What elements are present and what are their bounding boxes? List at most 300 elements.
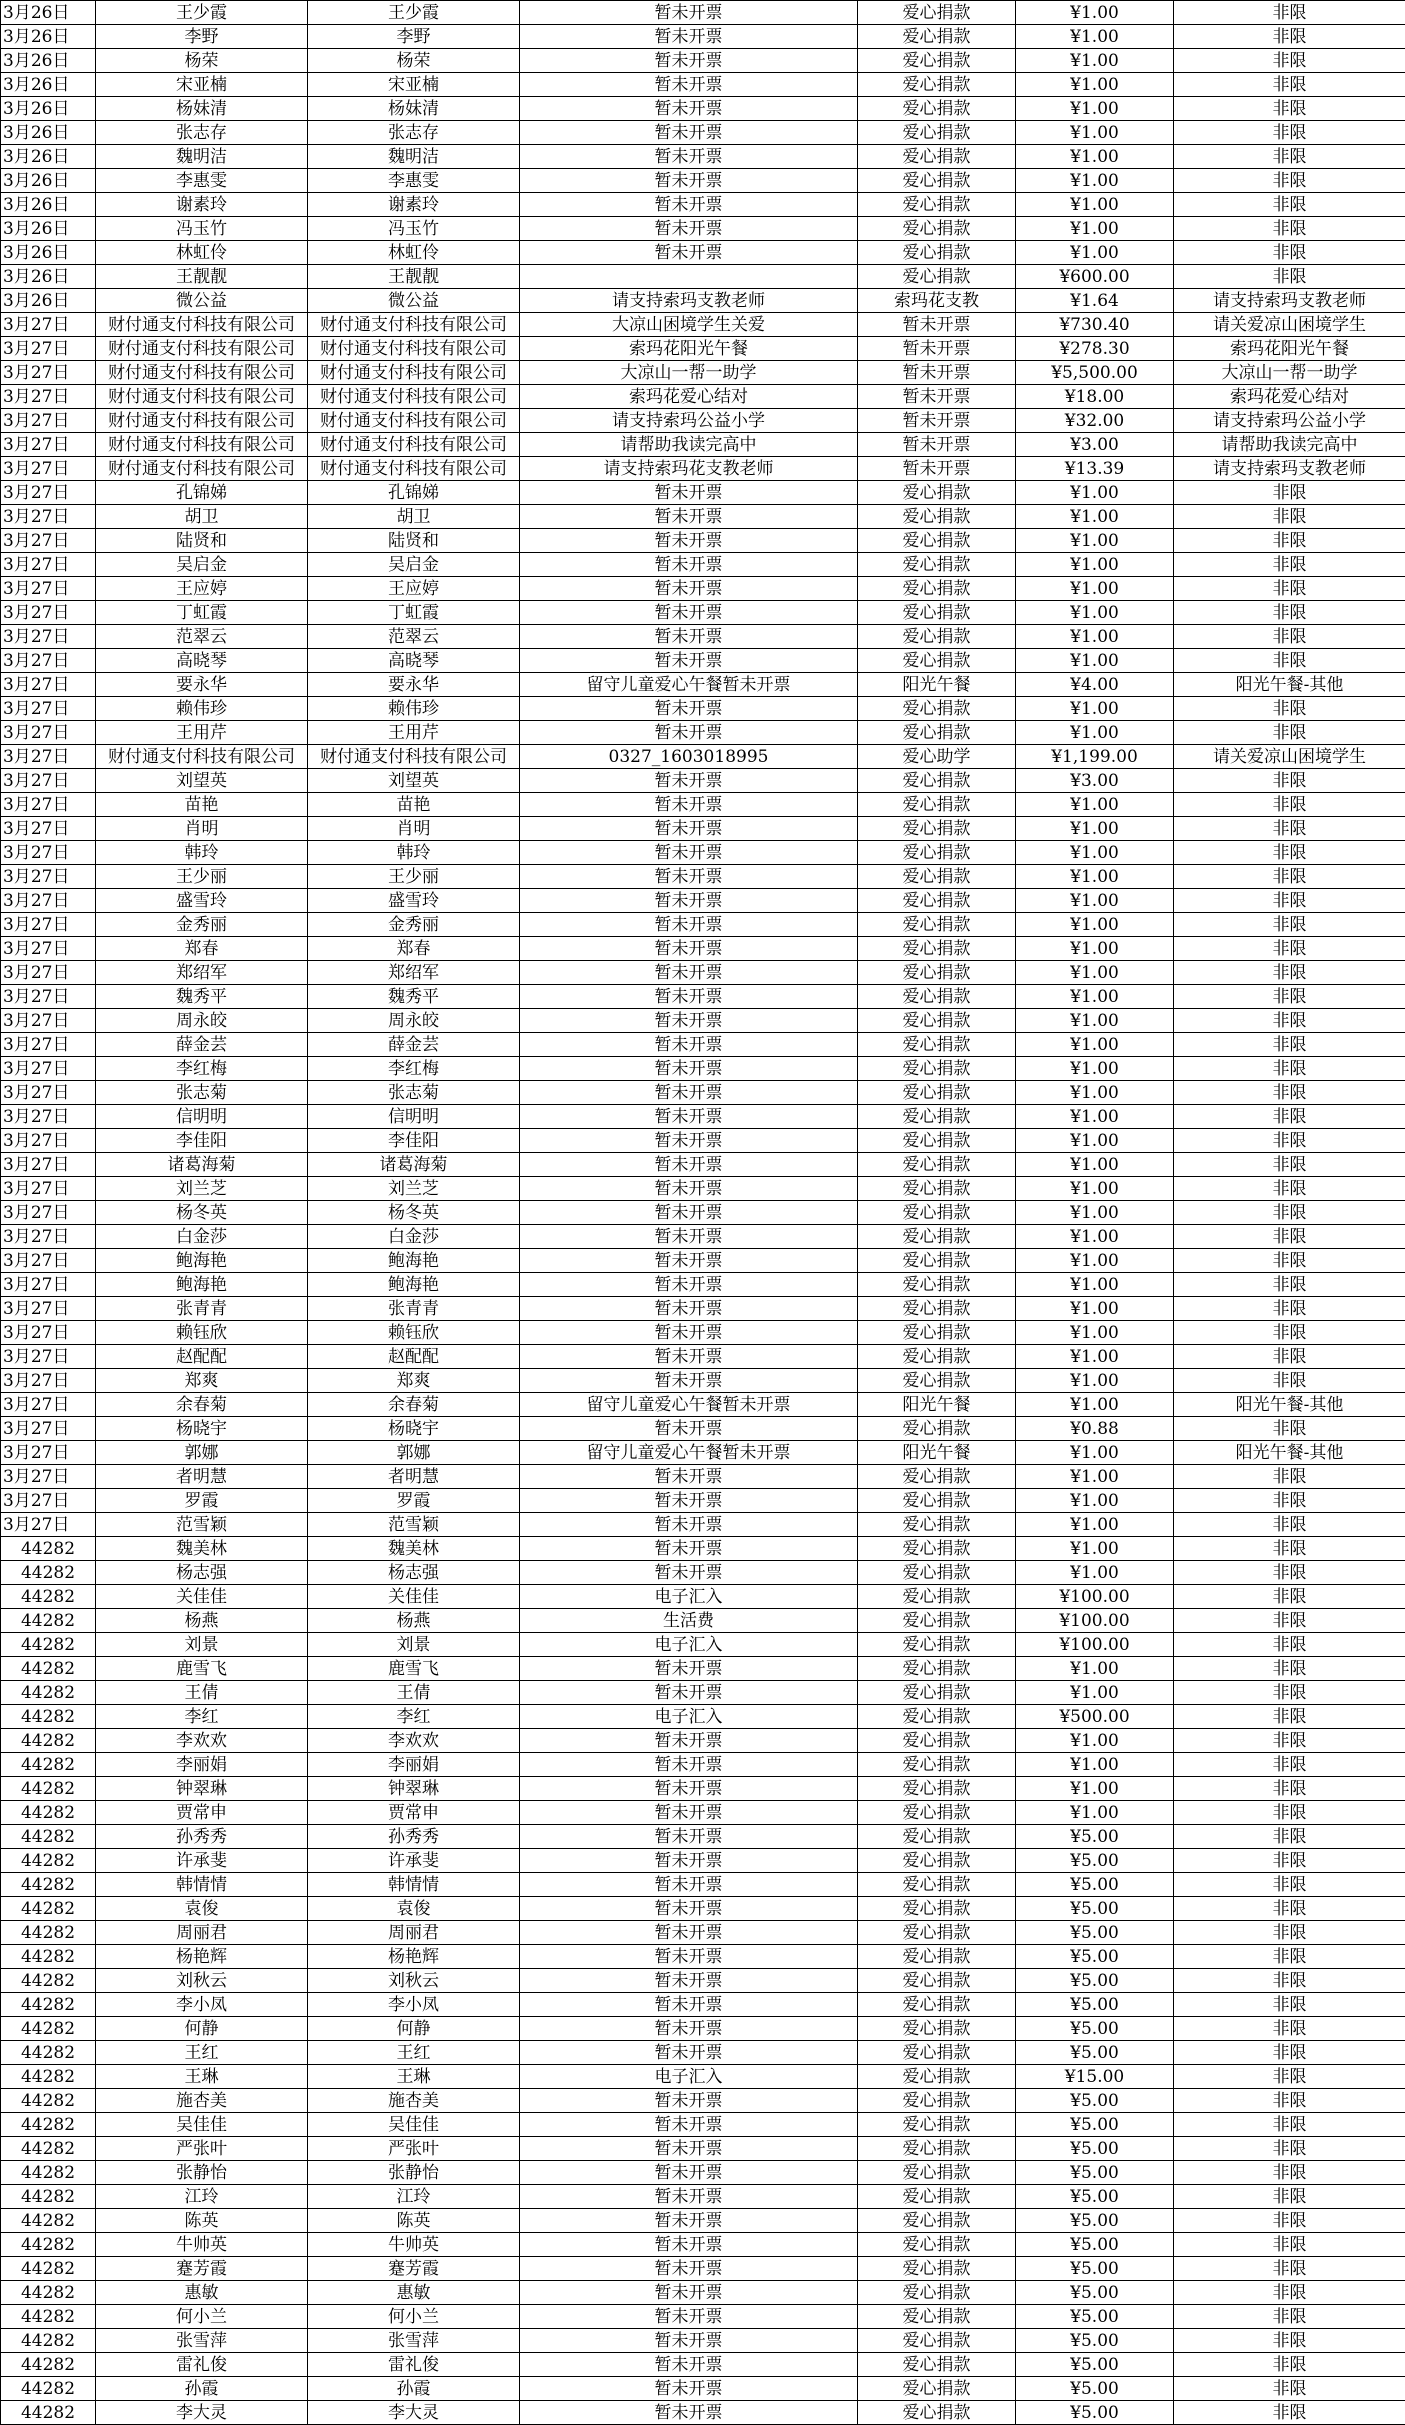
date-cell: 44282 <box>1 2257 96 2281</box>
note-cell: 暂未开票 <box>520 2209 858 2233</box>
name-cell: 林虹伶 <box>308 241 520 265</box>
date-cell: 3月27日 <box>1 577 96 601</box>
date-cell: 3月27日 <box>1 313 96 337</box>
table-row <box>1 2161 1405 2185</box>
date-cell: 44282 <box>1 2305 96 2329</box>
restriction-cell: 阳光午餐-其他 <box>1174 1393 1405 1417</box>
restriction-cell: 非限 <box>1174 2353 1405 2377</box>
table-row <box>1 1993 1405 2017</box>
donor-cell: 王倩 <box>96 1681 308 1705</box>
table-row <box>1 2209 1405 2233</box>
note-cell: 暂未开票 <box>520 529 858 553</box>
amount-cell: ¥1.00 <box>1016 1 1174 25</box>
name-cell: 罗霞 <box>308 1489 520 1513</box>
category-cell: 爱心捐款 <box>858 1945 1016 1969</box>
table-row <box>1 769 1405 793</box>
restriction-cell: 非限 <box>1174 1825 1405 1849</box>
note-cell: 暂未开票 <box>520 2233 858 2257</box>
note-cell: 暂未开票 <box>520 697 858 721</box>
restriction-cell: 非限 <box>1174 721 1405 745</box>
category-cell: 爱心捐款 <box>858 2401 1016 2425</box>
donor-cell: 信明明 <box>96 1105 308 1129</box>
category-cell: 爱心捐款 <box>858 1321 1016 1345</box>
donor-cell: 惠敏 <box>96 2281 308 2305</box>
table-row <box>1 1225 1405 1249</box>
note-cell: 暂未开票 <box>520 1345 858 1369</box>
donor-cell: 宋亚楠 <box>96 73 308 97</box>
restriction-cell: 非限 <box>1174 1993 1405 2017</box>
note-cell: 暂未开票 <box>520 1513 858 1537</box>
date-cell: 3月27日 <box>1 1273 96 1297</box>
note-cell: 暂未开票 <box>520 1537 858 1561</box>
note-cell: 暂未开票 <box>520 241 858 265</box>
donor-cell: 鲍海艳 <box>96 1273 308 1297</box>
name-cell: 鲍海艳 <box>308 1249 520 1273</box>
note-cell: 请帮助我读完高中 <box>520 433 858 457</box>
restriction-cell: 非限 <box>1174 2161 1405 2185</box>
restriction-cell: 非限 <box>1174 961 1405 985</box>
table-row <box>1 673 1405 697</box>
donor-cell: 白金莎 <box>96 1225 308 1249</box>
category-cell: 爱心捐款 <box>858 1465 1016 1489</box>
category-cell: 爱心捐款 <box>858 1585 1016 1609</box>
restriction-cell: 非限 <box>1174 1417 1405 1441</box>
note-cell: 暂未开票 <box>520 2329 858 2353</box>
restriction-cell: 非限 <box>1174 1249 1405 1273</box>
category-cell: 爱心捐款 <box>858 217 1016 241</box>
date-cell: 3月26日 <box>1 121 96 145</box>
table-row <box>1 1897 1405 1921</box>
category-cell: 爱心捐款 <box>858 1849 1016 1873</box>
note-cell: 暂未开票 <box>520 553 858 577</box>
note-cell: 暂未开票 <box>520 601 858 625</box>
name-cell: 财付通支付科技有限公司 <box>308 433 520 457</box>
note-cell <box>520 265 858 289</box>
date-cell: 44282 <box>1 1993 96 2017</box>
table-row <box>1 1057 1405 1081</box>
amount-cell: ¥1.00 <box>1016 601 1174 625</box>
restriction-cell: 非限 <box>1174 2017 1405 2041</box>
name-cell: 财付通支付科技有限公司 <box>308 313 520 337</box>
category-cell: 爱心捐款 <box>858 1225 1016 1249</box>
amount-cell: ¥1.00 <box>1016 1369 1174 1393</box>
table-row <box>1 337 1405 361</box>
note-cell: 暂未开票 <box>520 25 858 49</box>
date-cell: 44282 <box>1 2401 96 2425</box>
table-row <box>1 889 1405 913</box>
restriction-cell: 非限 <box>1174 841 1405 865</box>
category-cell: 爱心捐款 <box>858 913 1016 937</box>
restriction-cell: 非限 <box>1174 793 1405 817</box>
note-cell: 暂未开票 <box>520 145 858 169</box>
amount-cell: ¥1.00 <box>1016 145 1174 169</box>
amount-cell: ¥5.00 <box>1016 1921 1174 1945</box>
note-cell: 暂未开票 <box>520 1417 858 1441</box>
date-cell: 3月27日 <box>1 1441 96 1465</box>
table-row <box>1 1345 1405 1369</box>
amount-cell: ¥500.00 <box>1016 1705 1174 1729</box>
note-cell: 暂未开票 <box>520 2089 858 2113</box>
date-cell: 44282 <box>1 1657 96 1681</box>
note-cell: 暂未开票 <box>520 2401 858 2425</box>
table-row <box>1 1321 1405 1345</box>
date-cell: 44282 <box>1 1777 96 1801</box>
amount-cell: ¥1.00 <box>1016 1033 1174 1057</box>
note-cell: 暂未开票 <box>520 1825 858 1849</box>
name-cell: 白金莎 <box>308 1225 520 1249</box>
category-cell: 爱心捐款 <box>858 1297 1016 1321</box>
date-cell: 3月26日 <box>1 73 96 97</box>
date-cell: 3月27日 <box>1 649 96 673</box>
table-row <box>1 2233 1405 2257</box>
table-row <box>1 1129 1405 1153</box>
donor-cell: 杨志强 <box>96 1561 308 1585</box>
note-cell: 暂未开票 <box>520 1 858 25</box>
table-row <box>1 985 1405 1009</box>
restriction-cell: 非限 <box>1174 1225 1405 1249</box>
date-cell: 44282 <box>1 1897 96 1921</box>
table-row <box>1 1729 1405 1753</box>
note-cell: 暂未开票 <box>520 97 858 121</box>
date-cell: 3月26日 <box>1 25 96 49</box>
name-cell: 郭娜 <box>308 1441 520 1465</box>
amount-cell: ¥4.00 <box>1016 673 1174 697</box>
date-cell: 44282 <box>1 2329 96 2353</box>
amount-cell: ¥1.00 <box>1016 1273 1174 1297</box>
date-cell: 44282 <box>1 2377 96 2401</box>
donor-cell: 李欢欢 <box>96 1729 308 1753</box>
date-cell: 3月27日 <box>1 1057 96 1081</box>
amount-cell: ¥5.00 <box>1016 2281 1174 2305</box>
note-cell: 留守儿童爱心午餐暂未开票 <box>520 1441 858 1465</box>
donor-cell: 张青青 <box>96 1297 308 1321</box>
amount-cell: ¥5.00 <box>1016 1873 1174 1897</box>
category-cell: 爱心捐款 <box>858 769 1016 793</box>
donor-cell: 魏明洁 <box>96 145 308 169</box>
table-row <box>1 937 1405 961</box>
ledger-body <box>1 1 1405 2425</box>
table-row <box>1 1417 1405 1441</box>
restriction-cell: 非限 <box>1174 97 1405 121</box>
name-cell: 王少丽 <box>308 865 520 889</box>
note-cell: 暂未开票 <box>520 721 858 745</box>
date-cell: 44282 <box>1 1609 96 1633</box>
note-cell: 暂未开票 <box>520 913 858 937</box>
donor-cell: 周永皎 <box>96 1009 308 1033</box>
category-cell: 暂未开票 <box>858 337 1016 361</box>
date-cell: 3月27日 <box>1 1465 96 1489</box>
name-cell: 袁俊 <box>308 1897 520 1921</box>
donor-cell: 鹿雪飞 <box>96 1657 308 1681</box>
name-cell: 雷礼俊 <box>308 2353 520 2377</box>
donor-cell: 财付通支付科技有限公司 <box>96 385 308 409</box>
date-cell: 44282 <box>1 1873 96 1897</box>
date-cell: 3月27日 <box>1 1369 96 1393</box>
category-cell: 爱心捐款 <box>858 2041 1016 2065</box>
restriction-cell: 非限 <box>1174 1153 1405 1177</box>
restriction-cell: 非限 <box>1174 2401 1405 2425</box>
restriction-cell: 非限 <box>1174 1873 1405 1897</box>
restriction-cell: 非限 <box>1174 2041 1405 2065</box>
amount-cell: ¥5.00 <box>1016 2257 1174 2281</box>
category-cell: 暂未开票 <box>858 433 1016 457</box>
amount-cell: ¥1.00 <box>1016 1345 1174 1369</box>
amount-cell: ¥5.00 <box>1016 2401 1174 2425</box>
category-cell: 爱心捐款 <box>858 2209 1016 2233</box>
category-cell: 阳光午餐 <box>858 673 1016 697</box>
table-row <box>1 1753 1405 1777</box>
date-cell: 3月27日 <box>1 1417 96 1441</box>
date-cell: 44282 <box>1 2065 96 2089</box>
category-cell: 爱心捐款 <box>858 841 1016 865</box>
amount-cell: ¥32.00 <box>1016 409 1174 433</box>
table-row <box>1 2281 1405 2305</box>
table-row <box>1 1 1405 25</box>
note-cell: 留守儿童爱心午餐暂未开票 <box>520 1393 858 1417</box>
name-cell: 陈英 <box>308 2209 520 2233</box>
name-cell: 韩玲 <box>308 841 520 865</box>
note-cell: 暂未开票 <box>520 1465 858 1489</box>
restriction-cell: 非限 <box>1174 625 1405 649</box>
table-row <box>1 1081 1405 1105</box>
name-cell: 孙秀秀 <box>308 1825 520 1849</box>
note-cell: 暂未开票 <box>520 1753 858 1777</box>
amount-cell: ¥1.00 <box>1016 1729 1174 1753</box>
date-cell: 3月27日 <box>1 1201 96 1225</box>
table-row <box>1 481 1405 505</box>
date-cell: 3月27日 <box>1 985 96 1009</box>
table-row <box>1 1105 1405 1129</box>
name-cell: 要永华 <box>308 673 520 697</box>
amount-cell: ¥1.00 <box>1016 217 1174 241</box>
donor-cell: 杨晓宇 <box>96 1417 308 1441</box>
category-cell: 爱心捐款 <box>858 1969 1016 1993</box>
category-cell: 爱心捐款 <box>858 1921 1016 1945</box>
name-cell: 杨志强 <box>308 1561 520 1585</box>
name-cell: 赵配配 <box>308 1345 520 1369</box>
donor-cell: 李惠雯 <box>96 169 308 193</box>
name-cell: 李欢欢 <box>308 1729 520 1753</box>
date-cell: 3月27日 <box>1 913 96 937</box>
amount-cell: ¥730.40 <box>1016 313 1174 337</box>
donor-cell: 财付通支付科技有限公司 <box>96 745 308 769</box>
date-cell: 44282 <box>1 1969 96 1993</box>
amount-cell: ¥100.00 <box>1016 1633 1174 1657</box>
name-cell: 赖伟珍 <box>308 697 520 721</box>
donor-cell: 谢素玲 <box>96 193 308 217</box>
restriction-cell: 请帮助我读完高中 <box>1174 433 1405 457</box>
donor-cell: 罗霞 <box>96 1489 308 1513</box>
amount-cell: ¥1.00 <box>1016 1249 1174 1273</box>
donor-cell: 何小兰 <box>96 2305 308 2329</box>
category-cell: 爱心捐款 <box>858 1561 1016 1585</box>
category-cell: 暂未开票 <box>858 361 1016 385</box>
amount-cell: ¥1.00 <box>1016 1657 1174 1681</box>
restriction-cell: 非限 <box>1174 649 1405 673</box>
donor-cell: 陈英 <box>96 2209 308 2233</box>
donor-cell: 王应婷 <box>96 577 308 601</box>
table-row <box>1 1465 1405 1489</box>
restriction-cell: 非限 <box>1174 2257 1405 2281</box>
category-cell: 爱心捐款 <box>858 961 1016 985</box>
restriction-cell: 非限 <box>1174 1129 1405 1153</box>
donor-cell: 肖明 <box>96 817 308 841</box>
note-cell: 暂未开票 <box>520 2281 858 2305</box>
date-cell: 3月27日 <box>1 1225 96 1249</box>
name-cell: 魏美林 <box>308 1537 520 1561</box>
amount-cell: ¥1.00 <box>1016 1129 1174 1153</box>
amount-cell: ¥1.00 <box>1016 841 1174 865</box>
table-row <box>1 1489 1405 1513</box>
table-row <box>1 1177 1405 1201</box>
amount-cell: ¥1.00 <box>1016 49 1174 73</box>
donor-cell: 张雪萍 <box>96 2329 308 2353</box>
amount-cell: ¥5.00 <box>1016 2113 1174 2137</box>
restriction-cell: 非限 <box>1174 817 1405 841</box>
amount-cell: ¥1.00 <box>1016 193 1174 217</box>
amount-cell: ¥1.00 <box>1016 505 1174 529</box>
category-cell: 爱心捐款 <box>858 1009 1016 1033</box>
name-cell: 王靓靓 <box>308 265 520 289</box>
date-cell: 3月27日 <box>1 457 96 481</box>
donor-cell: 丁虹霞 <box>96 601 308 625</box>
name-cell: 张静怡 <box>308 2161 520 2185</box>
name-cell: 余春菊 <box>308 1393 520 1417</box>
name-cell: 金秀丽 <box>308 913 520 937</box>
amount-cell: ¥3.00 <box>1016 769 1174 793</box>
table-row <box>1 73 1405 97</box>
note-cell: 暂未开票 <box>520 1561 858 1585</box>
note-cell: 暂未开票 <box>520 1201 858 1225</box>
table-row <box>1 1657 1405 1681</box>
amount-cell: ¥278.30 <box>1016 337 1174 361</box>
restriction-cell: 非限 <box>1174 2065 1405 2089</box>
note-cell: 暂未开票 <box>520 649 858 673</box>
amount-cell: ¥1.00 <box>1016 169 1174 193</box>
category-cell: 阳光午餐 <box>858 1393 1016 1417</box>
name-cell: 吴启金 <box>308 553 520 577</box>
name-cell: 王琳 <box>308 2065 520 2089</box>
donor-cell: 王少霞 <box>96 1 308 25</box>
date-cell: 3月27日 <box>1 385 96 409</box>
amount-cell: ¥1.00 <box>1016 961 1174 985</box>
donor-cell: 李小凤 <box>96 1993 308 2017</box>
table-row <box>1 145 1405 169</box>
note-cell: 暂未开票 <box>520 2161 858 2185</box>
donor-cell: 郑绍军 <box>96 961 308 985</box>
date-cell: 44282 <box>1 1705 96 1729</box>
table-row <box>1 2305 1405 2329</box>
date-cell: 3月27日 <box>1 433 96 457</box>
amount-cell: ¥1.00 <box>1016 1801 1174 1825</box>
amount-cell: ¥5.00 <box>1016 2089 1174 2113</box>
amount-cell: ¥3.00 <box>1016 433 1174 457</box>
table-row <box>1 1153 1405 1177</box>
restriction-cell: 非限 <box>1174 1177 1405 1201</box>
category-cell: 爱心捐款 <box>858 73 1016 97</box>
date-cell: 44282 <box>1 2353 96 2377</box>
restriction-cell: 非限 <box>1174 1033 1405 1057</box>
category-cell: 爱心捐款 <box>858 1081 1016 1105</box>
donor-cell: 王少丽 <box>96 865 308 889</box>
name-cell: 盛雪玲 <box>308 889 520 913</box>
amount-cell: ¥1.00 <box>1016 1177 1174 1201</box>
restriction-cell: 非限 <box>1174 1273 1405 1297</box>
donor-cell: 魏美林 <box>96 1537 308 1561</box>
amount-cell: ¥5.00 <box>1016 2209 1174 2233</box>
donor-cell: 李野 <box>96 25 308 49</box>
category-cell: 爱心捐款 <box>858 49 1016 73</box>
restriction-cell: 非限 <box>1174 1105 1405 1129</box>
restriction-cell: 非限 <box>1174 1537 1405 1561</box>
note-cell: 暂未开票 <box>520 505 858 529</box>
table-row <box>1 1297 1405 1321</box>
name-cell: 牛帅英 <box>308 2233 520 2257</box>
table-row <box>1 1825 1405 1849</box>
category-cell: 爱心捐款 <box>858 553 1016 577</box>
restriction-cell: 非限 <box>1174 2137 1405 2161</box>
category-cell: 爱心捐款 <box>858 1273 1016 1297</box>
donor-cell: 刘望英 <box>96 769 308 793</box>
donor-cell: 袁俊 <box>96 1897 308 1921</box>
note-cell: 暂未开票 <box>520 985 858 1009</box>
date-cell: 44282 <box>1 2281 96 2305</box>
name-cell: 高晓琴 <box>308 649 520 673</box>
category-cell: 爱心捐款 <box>858 1105 1016 1129</box>
date-cell: 3月27日 <box>1 1177 96 1201</box>
name-cell: 惠敏 <box>308 2281 520 2305</box>
amount-cell: ¥5.00 <box>1016 1897 1174 1921</box>
amount-cell: ¥1.00 <box>1016 1561 1174 1585</box>
date-cell: 3月27日 <box>1 793 96 817</box>
table-row <box>1 2065 1405 2089</box>
amount-cell: ¥5.00 <box>1016 1945 1174 1969</box>
category-cell: 爱心捐款 <box>858 937 1016 961</box>
donor-cell: 苗艳 <box>96 793 308 817</box>
donor-cell: 胡卫 <box>96 505 308 529</box>
category-cell: 爱心捐款 <box>858 2353 1016 2377</box>
restriction-cell: 非限 <box>1174 25 1405 49</box>
amount-cell: ¥5.00 <box>1016 2305 1174 2329</box>
table-row <box>1 2089 1405 2113</box>
amount-cell: ¥1.00 <box>1016 1489 1174 1513</box>
restriction-cell: 非限 <box>1174 1945 1405 1969</box>
table-row <box>1 841 1405 865</box>
note-cell: 暂未开票 <box>520 769 858 793</box>
name-cell: 杨荣 <box>308 49 520 73</box>
date-cell: 44282 <box>1 2161 96 2185</box>
note-cell: 暂未开票 <box>520 1273 858 1297</box>
name-cell: 李丽娟 <box>308 1753 520 1777</box>
name-cell: 赖钰欣 <box>308 1321 520 1345</box>
donor-cell: 赖钰欣 <box>96 1321 308 1345</box>
amount-cell: ¥5.00 <box>1016 2185 1174 2209</box>
note-cell: 暂未开票 <box>520 1321 858 1345</box>
table-row <box>1 2041 1405 2065</box>
restriction-cell: 非限 <box>1174 1585 1405 1609</box>
restriction-cell: 阳光午餐-其他 <box>1174 673 1405 697</box>
note-cell: 暂未开票 <box>520 1297 858 1321</box>
date-cell: 3月26日 <box>1 145 96 169</box>
restriction-cell: 非限 <box>1174 1897 1405 1921</box>
note-cell: 暂未开票 <box>520 121 858 145</box>
restriction-cell: 非限 <box>1174 505 1405 529</box>
name-cell: 郑爽 <box>308 1369 520 1393</box>
category-cell: 爱心捐款 <box>858 601 1016 625</box>
category-cell: 爱心捐款 <box>858 97 1016 121</box>
category-cell: 爱心捐款 <box>858 1345 1016 1369</box>
category-cell: 爱心捐款 <box>858 1513 1016 1537</box>
